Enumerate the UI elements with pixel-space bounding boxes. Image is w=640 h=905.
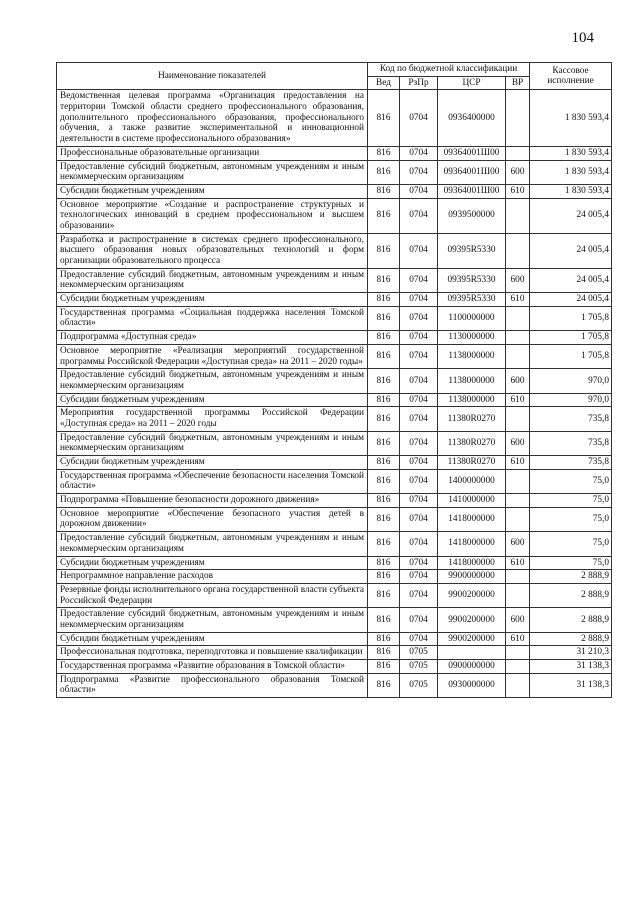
row-name: Основное мероприятие «Создание и распространение структурных и технологических инноваций в среднем профессиональном и высшем образовании» bbox=[57, 198, 368, 233]
row-ved: 816 bbox=[368, 456, 400, 470]
row-ved: 816 bbox=[368, 469, 400, 493]
row-vr: 610 bbox=[506, 393, 530, 407]
row-ved: 816 bbox=[368, 344, 400, 368]
row-name: Профессиональные образовательные организации bbox=[57, 146, 368, 160]
row-amount: 970,0 bbox=[530, 369, 612, 393]
table-row bbox=[57, 532, 612, 556]
row-amount: 24 005,4 bbox=[530, 198, 612, 233]
row-rzpr: 0704 bbox=[400, 233, 438, 268]
row-name: Подпрограмма «Доступная среда» bbox=[57, 331, 368, 345]
row-rzpr: 0704 bbox=[400, 570, 438, 584]
row-csr: 1418000000 bbox=[438, 507, 506, 531]
row-csr: 0900000000 bbox=[438, 660, 506, 674]
table-row bbox=[57, 393, 612, 407]
row-ved: 816 bbox=[368, 393, 400, 407]
row-name: Субсидии бюджетным учреждениям bbox=[57, 632, 368, 646]
row-amount: 2 888,9 bbox=[530, 632, 612, 646]
row-name: Резервные фонды исполнительного органа государственной власти субъекта Российской Федерации bbox=[57, 583, 368, 607]
header-name: Наименование показателей bbox=[57, 63, 368, 90]
row-ved: 816 bbox=[368, 268, 400, 292]
row-name: Субсидии бюджетным учреждениям bbox=[57, 184, 368, 198]
row-csr: 0930000000 bbox=[438, 673, 506, 697]
row-csr: 11380R0270 bbox=[438, 407, 506, 431]
row-amount: 2 888,9 bbox=[530, 570, 612, 584]
row-vr bbox=[506, 344, 530, 368]
row-name: Предоставление субсидий бюджетным, автономным учреждениям и иным некоммерческим организациям bbox=[57, 532, 368, 556]
row-ved: 816 bbox=[368, 293, 400, 307]
table-header bbox=[57, 63, 612, 90]
row-csr: 09395R5330 bbox=[438, 233, 506, 268]
row-rzpr: 0704 bbox=[400, 293, 438, 307]
row-rzpr: 0704 bbox=[400, 393, 438, 407]
row-amount: 31 138,3 bbox=[530, 673, 612, 697]
row-name: Подпрограмма «Повышение безопасности дорожного движения» bbox=[57, 494, 368, 508]
row-amount: 75,0 bbox=[530, 556, 612, 570]
row-amount: 1 830 593,4 bbox=[530, 90, 612, 146]
row-amount: 24 005,4 bbox=[530, 268, 612, 292]
row-name: Разработка и распространение в системах среднего профессионального, высшего образования новых образовательных технологий и форм организации образовательного процесса bbox=[57, 233, 368, 268]
table-row bbox=[57, 233, 612, 268]
row-name: Субсидии бюджетным учреждениям bbox=[57, 556, 368, 570]
row-amount: 735,8 bbox=[530, 431, 612, 455]
row-name: Государственная программа «Развитие образования в Томской области» bbox=[57, 660, 368, 674]
row-ved: 816 bbox=[368, 556, 400, 570]
table-row bbox=[57, 146, 612, 160]
table-row bbox=[57, 431, 612, 455]
row-amount: 24 005,4 bbox=[530, 233, 612, 268]
row-rzpr: 0705 bbox=[400, 673, 438, 697]
page-number: 104 bbox=[571, 30, 594, 46]
row-amount: 970,0 bbox=[530, 393, 612, 407]
row-ved: 816 bbox=[368, 146, 400, 160]
row-name: Субсидии бюджетным учреждениям bbox=[57, 293, 368, 307]
header-csr: ЦСР bbox=[438, 76, 506, 90]
row-name: Мероприятия государственной программы Российской Федерации «Доступная среда» на 2011 – 2020 годы bbox=[57, 407, 368, 431]
row-name: Субсидии бюджетным учреждениям bbox=[57, 393, 368, 407]
row-rzpr: 0704 bbox=[400, 608, 438, 632]
budget-execution-table bbox=[56, 62, 612, 698]
table-row bbox=[57, 608, 612, 632]
row-vr: 600 bbox=[506, 160, 530, 184]
table-row bbox=[57, 583, 612, 607]
row-vr bbox=[506, 90, 530, 146]
table-row bbox=[57, 331, 612, 345]
row-csr: 09395R5330 bbox=[438, 268, 506, 292]
row-ved: 816 bbox=[368, 90, 400, 146]
row-rzpr: 0704 bbox=[400, 198, 438, 233]
row-name: Профессиональная подготовка, переподготовка и повышение квалификации bbox=[57, 646, 368, 660]
row-vr bbox=[506, 646, 530, 660]
row-vr bbox=[506, 198, 530, 233]
row-amount: 75,0 bbox=[530, 469, 612, 493]
row-vr: 600 bbox=[506, 532, 530, 556]
row-ved: 816 bbox=[368, 660, 400, 674]
row-ved: 816 bbox=[368, 532, 400, 556]
row-csr: 09364001Ш00 bbox=[438, 184, 506, 198]
table-row bbox=[57, 646, 612, 660]
row-vr bbox=[506, 331, 530, 345]
row-vr bbox=[506, 660, 530, 674]
row-ved: 816 bbox=[368, 407, 400, 431]
row-ved: 816 bbox=[368, 369, 400, 393]
row-amount: 1 830 593,4 bbox=[530, 160, 612, 184]
row-rzpr: 0705 bbox=[400, 646, 438, 660]
row-rzpr: 0704 bbox=[400, 494, 438, 508]
row-amount: 735,8 bbox=[530, 456, 612, 470]
row-csr: 9900000000 bbox=[438, 570, 506, 584]
row-name: Субсидии бюджетным учреждениям bbox=[57, 456, 368, 470]
row-rzpr: 0704 bbox=[400, 632, 438, 646]
table-row bbox=[57, 469, 612, 493]
row-vr: 610 bbox=[506, 184, 530, 198]
row-rzpr: 0704 bbox=[400, 456, 438, 470]
row-name: Предоставление субсидий бюджетным, автономным учреждениям и иным некоммерческим организациям bbox=[57, 431, 368, 455]
row-ved: 816 bbox=[368, 431, 400, 455]
row-vr bbox=[506, 673, 530, 697]
row-name: Основное мероприятие «Обеспечение безопасного участия детей в дорожном движении» bbox=[57, 507, 368, 531]
row-name: Предоставление субсидий бюджетным, автономным учреждениям и иным некоммерческим организациям bbox=[57, 160, 368, 184]
row-rzpr: 0704 bbox=[400, 160, 438, 184]
row-rzpr: 0704 bbox=[400, 556, 438, 570]
row-ved: 816 bbox=[368, 608, 400, 632]
table-row bbox=[57, 160, 612, 184]
row-rzpr: 0704 bbox=[400, 369, 438, 393]
table-row bbox=[57, 198, 612, 233]
row-rzpr: 0704 bbox=[400, 431, 438, 455]
table-row bbox=[57, 570, 612, 584]
row-csr: 0939500000 bbox=[438, 198, 506, 233]
row-amount: 1 705,8 bbox=[530, 331, 612, 345]
row-name: Предоставление субсидий бюджетным, автономным учреждениям и иным некоммерческим организациям bbox=[57, 608, 368, 632]
row-vr: 610 bbox=[506, 293, 530, 307]
row-rzpr: 0704 bbox=[400, 184, 438, 198]
table-row bbox=[57, 456, 612, 470]
row-name: Предоставление субсидий бюджетным, автономным учреждениям и иным некоммерческим организациям bbox=[57, 369, 368, 393]
row-rzpr: 0705 bbox=[400, 660, 438, 674]
row-amount: 75,0 bbox=[530, 532, 612, 556]
row-ved: 816 bbox=[368, 233, 400, 268]
row-ved: 816 bbox=[368, 494, 400, 508]
row-ved: 816 bbox=[368, 160, 400, 184]
row-csr: 1400000000 bbox=[438, 469, 506, 493]
row-csr: 0936400000 bbox=[438, 90, 506, 146]
row-vr bbox=[506, 507, 530, 531]
row-ved: 816 bbox=[368, 184, 400, 198]
row-amount: 31 138,3 bbox=[530, 660, 612, 674]
table-row bbox=[57, 268, 612, 292]
row-name: Государственная программа «Обеспечение безопасности населения Томской области» bbox=[57, 469, 368, 493]
table-row bbox=[57, 494, 612, 508]
table-row bbox=[57, 673, 612, 697]
row-csr: 9900200000 bbox=[438, 632, 506, 646]
header-code-group: Код по бюджетной классификации bbox=[368, 63, 530, 77]
row-csr: 9900200000 bbox=[438, 583, 506, 607]
row-vr: 610 bbox=[506, 556, 530, 570]
row-csr bbox=[438, 646, 506, 660]
row-ved: 816 bbox=[368, 306, 400, 330]
row-csr: 1418000000 bbox=[438, 556, 506, 570]
row-rzpr: 0704 bbox=[400, 90, 438, 146]
row-vr bbox=[506, 570, 530, 584]
row-name: Предоставление субсидий бюджетным, автономным учреждениям и иным некоммерческим организациям bbox=[57, 268, 368, 292]
row-amount: 735,8 bbox=[530, 407, 612, 431]
row-amount: 1 705,8 bbox=[530, 344, 612, 368]
row-vr bbox=[506, 407, 530, 431]
row-rzpr: 0704 bbox=[400, 331, 438, 345]
row-rzpr: 0704 bbox=[400, 407, 438, 431]
table-body bbox=[57, 90, 612, 698]
table-row bbox=[57, 660, 612, 674]
header-ved: Вед bbox=[368, 76, 400, 90]
table-row bbox=[57, 556, 612, 570]
row-ved: 816 bbox=[368, 583, 400, 607]
row-ved: 816 bbox=[368, 570, 400, 584]
row-name: Государственная программа «Социальная поддержка населения Томской области» bbox=[57, 306, 368, 330]
row-csr: 09364001Ш00 bbox=[438, 160, 506, 184]
row-ved: 816 bbox=[368, 673, 400, 697]
row-vr bbox=[506, 233, 530, 268]
header-vr: ВР bbox=[506, 76, 530, 90]
table-row bbox=[57, 632, 612, 646]
row-csr: 9900200000 bbox=[438, 608, 506, 632]
row-amount: 2 888,9 bbox=[530, 583, 612, 607]
row-csr: 1100000000 bbox=[438, 306, 506, 330]
row-rzpr: 0704 bbox=[400, 469, 438, 493]
row-ved: 816 bbox=[368, 632, 400, 646]
table-row bbox=[57, 507, 612, 531]
row-csr: 11380R0270 bbox=[438, 431, 506, 455]
row-rzpr: 0704 bbox=[400, 532, 438, 556]
row-csr: 09395R5330 bbox=[438, 293, 506, 307]
row-rzpr: 0704 bbox=[400, 306, 438, 330]
row-rzpr: 0704 bbox=[400, 507, 438, 531]
table-row bbox=[57, 407, 612, 431]
row-csr: 1138000000 bbox=[438, 393, 506, 407]
row-csr: 1130000000 bbox=[438, 331, 506, 345]
row-amount: 75,0 bbox=[530, 507, 612, 531]
row-vr bbox=[506, 306, 530, 330]
row-amount: 2 888,9 bbox=[530, 608, 612, 632]
row-name: Основное мероприятие «Реализация мероприятий государственной программы Российской Федерации «Доступная среда» на 2011 – 2020 годы» bbox=[57, 344, 368, 368]
row-ved: 816 bbox=[368, 331, 400, 345]
table-row bbox=[57, 293, 612, 307]
row-vr: 610 bbox=[506, 632, 530, 646]
row-amount: 75,0 bbox=[530, 494, 612, 508]
row-vr: 600 bbox=[506, 608, 530, 632]
row-name: Непрограммное направление расходов bbox=[57, 570, 368, 584]
row-vr: 600 bbox=[506, 268, 530, 292]
row-vr bbox=[506, 583, 530, 607]
row-name: Подпрограмма «Развитие профессионального образования Томской области» bbox=[57, 673, 368, 697]
row-csr: 1410000000 bbox=[438, 494, 506, 508]
row-csr: 1418000000 bbox=[438, 532, 506, 556]
row-amount: 1 830 593,4 bbox=[530, 146, 612, 160]
row-vr bbox=[506, 469, 530, 493]
row-ved: 816 bbox=[368, 198, 400, 233]
row-rzpr: 0704 bbox=[400, 146, 438, 160]
row-amount: 1 830 593,4 bbox=[530, 184, 612, 198]
row-vr: 610 bbox=[506, 456, 530, 470]
table-row bbox=[57, 184, 612, 198]
row-csr: 09364001Ш00 bbox=[438, 146, 506, 160]
row-ved: 816 bbox=[368, 646, 400, 660]
row-csr: 11380R0270 bbox=[438, 456, 506, 470]
header-rzpr: РзПр bbox=[400, 76, 438, 90]
row-csr: 1138000000 bbox=[438, 369, 506, 393]
row-ved: 816 bbox=[368, 507, 400, 531]
row-name: Ведомственная целевая программа «Организация предоставления на территории Томской области среднего профессионального образования, дополнительного профессионального образования, профессионального обучения, а также развитие экспериментальной и инновационной деятельности в системе профессионального образования» bbox=[57, 90, 368, 146]
row-csr: 1138000000 bbox=[438, 344, 506, 368]
row-vr bbox=[506, 494, 530, 508]
table-row bbox=[57, 344, 612, 368]
row-rzpr: 0704 bbox=[400, 583, 438, 607]
row-vr bbox=[506, 146, 530, 160]
row-vr: 600 bbox=[506, 369, 530, 393]
row-amount: 31 210,3 bbox=[530, 646, 612, 660]
row-vr: 600 bbox=[506, 431, 530, 455]
table-row bbox=[57, 369, 612, 393]
table-row bbox=[57, 306, 612, 330]
table-row bbox=[57, 90, 612, 146]
row-rzpr: 0704 bbox=[400, 344, 438, 368]
row-amount: 1 705,8 bbox=[530, 306, 612, 330]
row-rzpr: 0704 bbox=[400, 268, 438, 292]
row-amount: 24 005,4 bbox=[530, 293, 612, 307]
header-amount: Кассовое исполнение bbox=[530, 63, 612, 90]
